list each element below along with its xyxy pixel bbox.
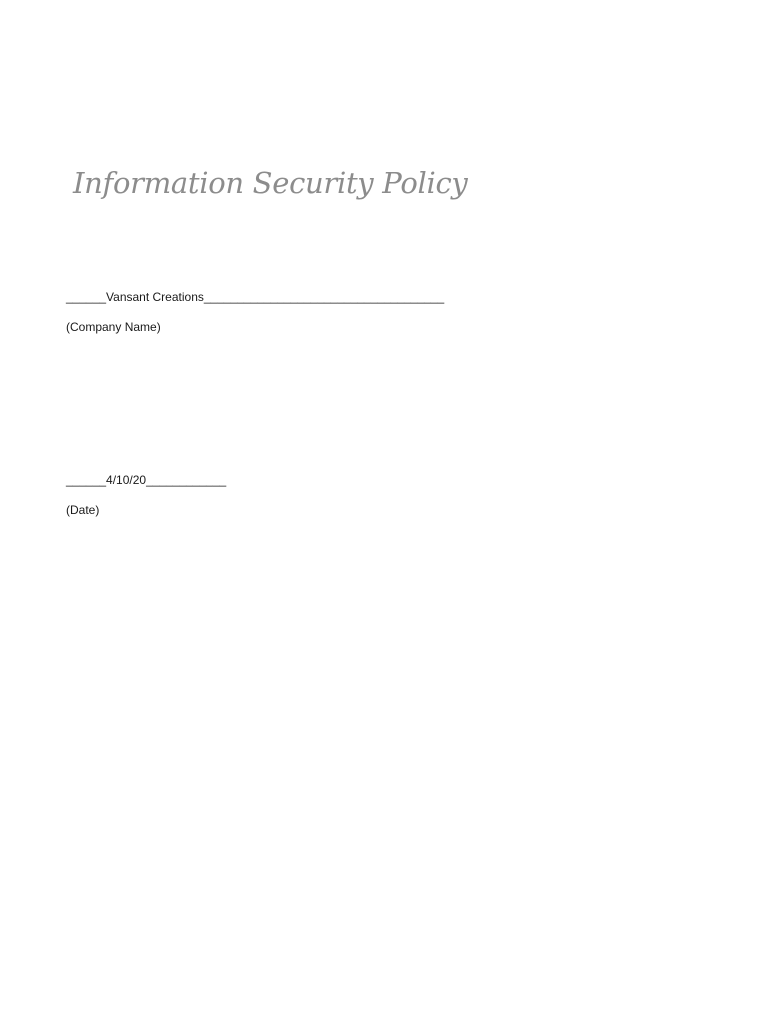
date-line: ______4/10/20____________ (66, 473, 227, 487)
date-caption: (Date) (66, 503, 100, 517)
document-title: Information Security Policy (73, 166, 468, 200)
company-name-caption: (Company Name) (66, 320, 161, 334)
company-name-line: ______Vansant Creations____________________________________ (66, 290, 445, 304)
